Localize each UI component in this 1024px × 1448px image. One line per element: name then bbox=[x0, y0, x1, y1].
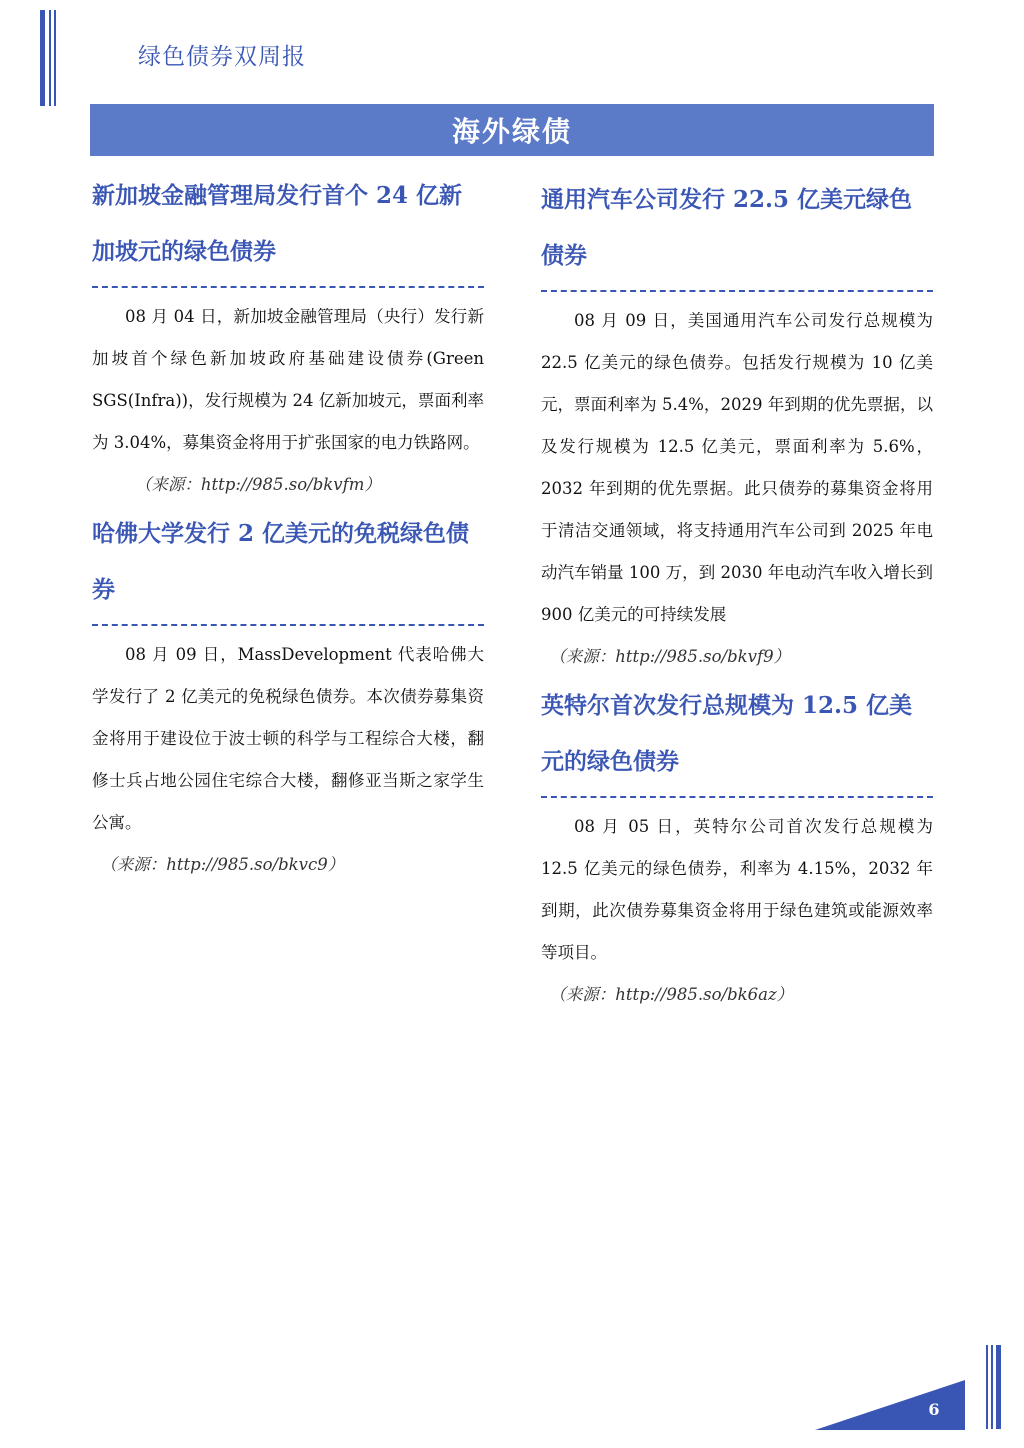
section-banner bbox=[90, 104, 934, 156]
article-source: （来源：http://985.so/bk6az） bbox=[549, 985, 794, 1004]
page-number: 6 bbox=[928, 1400, 940, 1419]
dashed-divider bbox=[92, 286, 484, 288]
dashed-divider bbox=[92, 624, 484, 626]
article-gm bbox=[541, 172, 933, 678]
right-column bbox=[541, 172, 933, 1016]
article-source: （来源：http://985.so/bkvf9） bbox=[549, 647, 791, 666]
dashed-divider bbox=[541, 290, 933, 292]
article-source: （来源：http://985.so/bkvfm） bbox=[134, 475, 381, 494]
article-body: 08 月 09 日，美国通用汽车公司发行总规模为 22.5 亿美元的绿色债券。包括发行规模为 10 亿美元，票面利率为 5.4%，2029 年到期的优先票据，以及发行规模为 12.5 亿美元，票面利率为 5.6%，2032 年到期的优先票据。此只债券的募集资金将用于清洁交通领域，将支持通用汽车公司到 2025 年电动汽车销量 100 万，到 2030 年电动汽车收入增长到 900 亿美元的可持续发展 bbox=[541, 311, 933, 624]
article-title: 新加坡金融管理局发行首个 24 亿新加坡元的绿色债券 bbox=[92, 182, 463, 265]
left-column bbox=[92, 168, 484, 886]
section-title: 海外绿债 bbox=[451, 115, 572, 148]
footer-triangle bbox=[815, 1380, 967, 1432]
running-title: 绿色债券双周报 bbox=[138, 44, 306, 70]
article-harvard bbox=[92, 506, 484, 886]
article-title: 哈佛大学发行 2 亿美元的免税绿色债券 bbox=[92, 520, 470, 603]
article-singapore bbox=[92, 168, 484, 506]
article-body: 08 月 09 日，MassDevelopment 代表哈佛大学发行了 2 亿美元的免税绿色债券。本次债券募集资金将用于建设位于波士顿的科学与工程综合大楼，翻修士兵占地公园住宅综合大楼，翻修亚当斯之家学生公寓。 bbox=[92, 645, 484, 832]
article-title: 通用汽车公司发行 22.5 亿美元绿色债券 bbox=[541, 186, 913, 269]
dashed-divider bbox=[541, 796, 933, 798]
article-body: 08 月 05 日，英特尔公司首次发行总规模为 12.5 亿美元的绿色债券，利率为 4.15%，2032 年到期，此次债券募集资金将用于绿色建筑或能源效率等项目。 bbox=[541, 817, 933, 962]
article-body: 08 月 04 日，新加坡金融管理局（央行）发行新加坡首个绿色新加坡政府基础建设债券(Green SGS(Infra))，发行规模为 24 亿新加坡元，票面利率为 3.04%，募集资金将用于扩张国家的电力铁路网。 bbox=[92, 307, 484, 452]
article-source: （来源：http://985.so/bkvc9） bbox=[100, 855, 345, 874]
article-title: 英特尔首次发行总规模为 12.5 亿美元的绿色债券 bbox=[541, 692, 913, 775]
article-intel bbox=[541, 678, 933, 1016]
